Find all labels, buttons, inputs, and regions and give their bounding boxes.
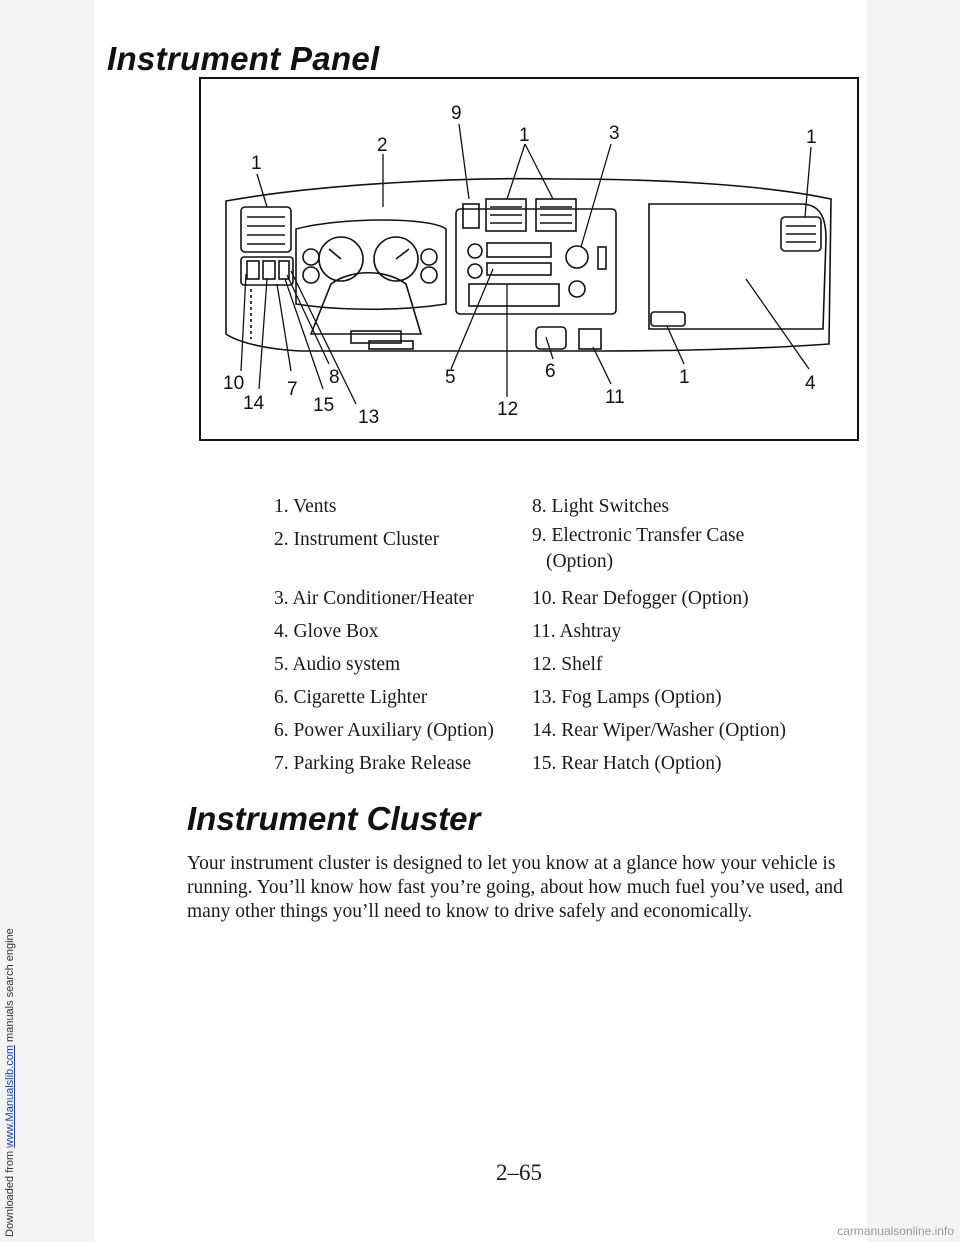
source-suffix: manuals search engine — [4, 928, 16, 1046]
legend-item-1: 1. Vents — [274, 496, 337, 517]
legend-item-5: 5. Audio system — [274, 654, 401, 675]
legend-item-7: 7. Parking Brake Release — [274, 753, 472, 774]
legend-item-2: 2. Instrument Cluster — [274, 529, 440, 550]
callout-5: 5 — [445, 367, 456, 388]
instrument-panel-diagram — [199, 77, 859, 441]
callout-1c: 1 — [806, 127, 817, 148]
callout-8: 8 — [329, 367, 340, 388]
callout-7: 7 — [287, 379, 298, 400]
legend-item-6a: 6. Cigarette Lighter — [274, 687, 428, 708]
left-vent-louvers — [247, 217, 285, 244]
callout-14: 14 — [243, 393, 265, 414]
radio-buttons — [487, 263, 551, 275]
download-source-note — [4, 928, 16, 1237]
glove-box — [649, 204, 826, 329]
transfer-case-switch — [463, 204, 479, 228]
callout-12: 12 — [497, 399, 519, 420]
footer-watermark: carmanualsonline.info — [837, 1224, 954, 1238]
callout-1a: 1 — [251, 153, 262, 174]
callout-15: 15 — [313, 395, 335, 416]
section-body-text: Your instrument cluster is designed to let you know at a glance how your vehicle is running. You’ll know how fast you’re going, about how much fuel you’ve used, and many other things you’ll need to know to drive safely and economically. — [187, 853, 843, 922]
radio-display — [487, 243, 551, 257]
cluster-hood — [296, 220, 446, 309]
lower-vent — [651, 312, 685, 326]
page-title: Instrument Panel — [107, 40, 380, 77]
hvac-knob-top — [566, 246, 588, 268]
switch-a — [247, 261, 259, 279]
legend-item-3: 3. Air Conditioner/Heater — [274, 588, 474, 609]
legend-item-8: 8. Light Switches — [532, 496, 670, 517]
legend-item-12: 12. Shelf — [532, 654, 603, 675]
left-vent-housing — [241, 207, 291, 252]
callout-3: 3 — [609, 123, 620, 144]
legend-item-11: 11. Ashtray — [532, 621, 622, 642]
legend-item-15: 15. Rear Hatch (Option) — [532, 753, 722, 774]
page-number: 2–65 — [496, 1160, 542, 1185]
legend-item-10: 10. Rear Defogger (Option) — [532, 588, 749, 609]
callout-11: 11 — [605, 387, 625, 408]
legend-item-9: 9. Electronic Transfer Case (Option) — [532, 525, 745, 572]
callout-leaders — [241, 124, 811, 404]
callout-4: 4 — [805, 373, 816, 394]
legend-right-column — [532, 490, 852, 780]
callout-6: 6 — [545, 361, 556, 382]
steering-column — [311, 273, 421, 334]
switch-b — [263, 261, 275, 279]
callout-2: 2 — [377, 135, 388, 156]
callout-13: 13 — [358, 407, 380, 428]
section-title: Instrument Cluster — [187, 800, 481, 837]
legend-item-13: 13. Fog Lamps (Option) — [532, 687, 722, 708]
dashboard-illustration — [201, 79, 857, 439]
legend-left-column — [274, 490, 534, 780]
source-prefix: Downloaded from — [4, 1147, 16, 1237]
ashtray — [579, 329, 601, 349]
callout-1d: 1 — [679, 367, 690, 388]
hvac-knob-bottom — [569, 281, 585, 297]
legend-item-14: 14. Rear Wiper/Washer (Option) — [532, 720, 786, 741]
callout-10: 10 — [223, 373, 245, 394]
legend-item-6b: 6. Power Auxiliary (Option) — [274, 720, 494, 741]
manualslib-link[interactable]: www.Manualslib.com — [4, 1045, 16, 1148]
callout-1b: 1 — [519, 125, 530, 146]
cigarette-lighter — [536, 327, 566, 349]
callout-9: 9 — [451, 103, 462, 124]
legend-item-4: 4. Glove Box — [274, 621, 379, 642]
